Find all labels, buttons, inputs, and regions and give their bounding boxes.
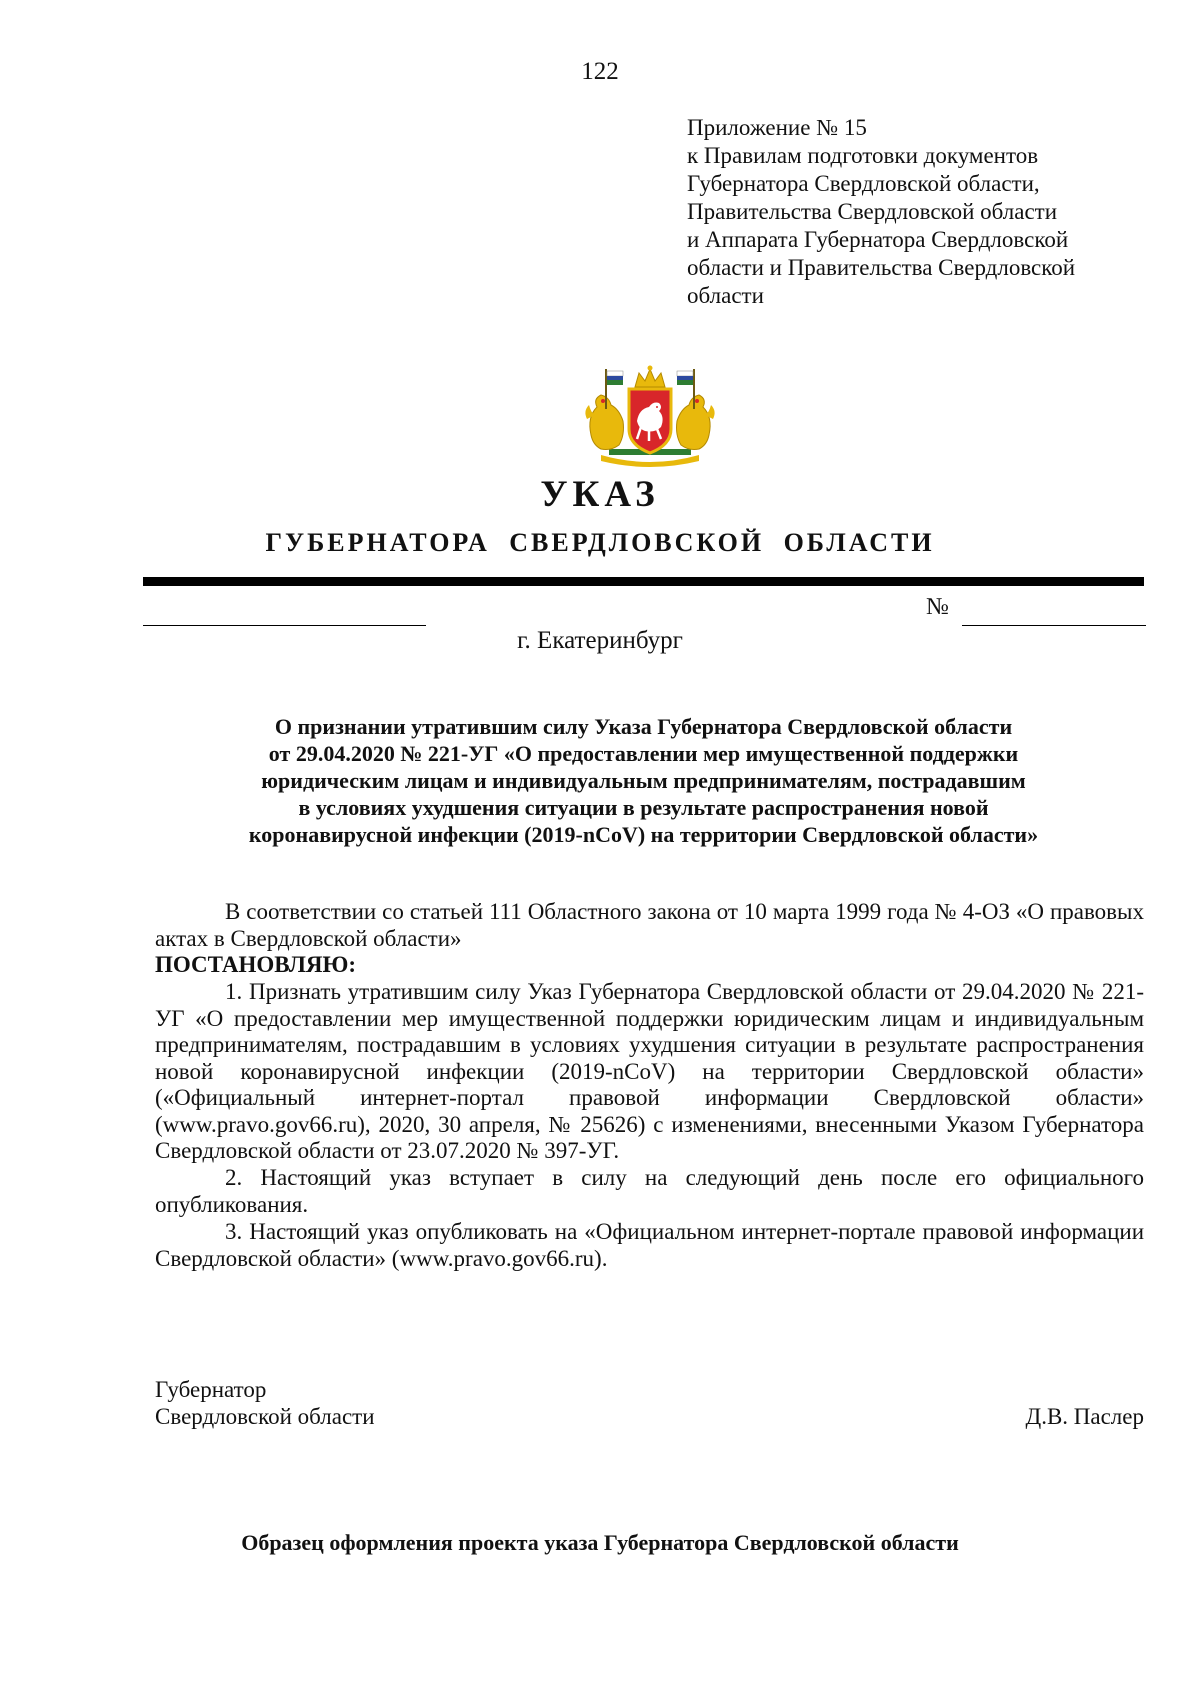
title-line: коронавирусной инфекции (2019-nCoV) на территории Свердловской области» xyxy=(248,822,1039,847)
appendix-line: Правительства Свердловской области xyxy=(687,199,1058,224)
decree-item-2: 2. Настоящий указ вступает в силу на следующий день после его официального опубликования. xyxy=(155,1165,1144,1217)
document-issuer: ГУБЕРНАТОРА СВЕРДЛОВСКОЙ ОБЛАСТИ xyxy=(265,528,935,557)
date-blank-line xyxy=(143,625,426,626)
appendix-note xyxy=(687,114,1147,310)
document-kind: УКАЗ xyxy=(540,474,660,515)
appendix-line: Приложение № 15 xyxy=(687,115,867,140)
title-line: О признании утратившим силу Указа Губернатора Свердловской области xyxy=(274,714,1013,739)
coat-of-arms-icon xyxy=(583,365,717,467)
appendix-line: и Аппарата Губернатора Свердловской xyxy=(687,227,1069,252)
appendix-line: Губернатора Свердловской области, xyxy=(687,171,1040,196)
decree-item-3: 3. Настоящий указ опубликовать на «Официальном интернет-портале правовой информации Свердловской области» (www.pravo.gov66.ru). xyxy=(155,1219,1144,1271)
title-line: от 29.04.2020 № 221-УГ «О предоставлении мер имущественной поддержки xyxy=(268,741,1019,766)
header-rule xyxy=(143,577,1144,586)
document-number-label: № xyxy=(926,594,949,620)
decree-word: ПОСТАНОВЛЯЮ: xyxy=(155,952,357,977)
legal-basis-paragraph: В соответствии со статьей 111 Областного закона от 10 марта 1999 года № 4-ОЗ «О правовых актах в Свердловской области» xyxy=(155,899,1144,951)
appendix-line: области xyxy=(687,283,764,308)
appendix-line: к Правилам подготовки документов xyxy=(687,143,1039,168)
signature-position-line: Свердловской области xyxy=(155,1404,375,1429)
appendix-line: области и Правительства Свердловской xyxy=(687,255,1076,280)
title-line: в условиях ухудшения ситуации в результате распространения новой xyxy=(298,795,989,820)
document-title xyxy=(143,713,1144,848)
page-number: 122 xyxy=(581,58,619,85)
number-blank-line xyxy=(962,625,1146,626)
signer-name: Д.В. Паслер xyxy=(1025,1404,1144,1429)
sample-caption: Образец оформления проекта указа Губернатора Свердловской области xyxy=(241,1530,959,1555)
decree-item-1: 1. Признать утратившим силу Указ Губернатора Свердловской области от 29.04.2020 № 221-УГ «О предоставлении мер имущественной поддержки юридическим лицам и индивидуальным предпринимателям, пострадавшим в условиях ухудшения ситуации в результате распространения новой коронавирусной инфекции (2019-nCoV) на территории Свердловской области» («Официальный интернет-портал правовой информации Свердловской области» (www.pravo.gov66.ru), 2020, 30 апреля, № 25626) с изменениями, внесенными Указом Губернатора Свердловской области от 23.07.2020 № 397-УГ. xyxy=(155,979,1144,1163)
signature-position-line: Губернатор xyxy=(155,1377,267,1402)
city: г. Екатеринбург xyxy=(517,627,683,654)
signature-position xyxy=(155,1376,375,1430)
title-line: юридическим лицам и индивидуальным предпринимателям, пострадавшим xyxy=(261,768,1026,793)
